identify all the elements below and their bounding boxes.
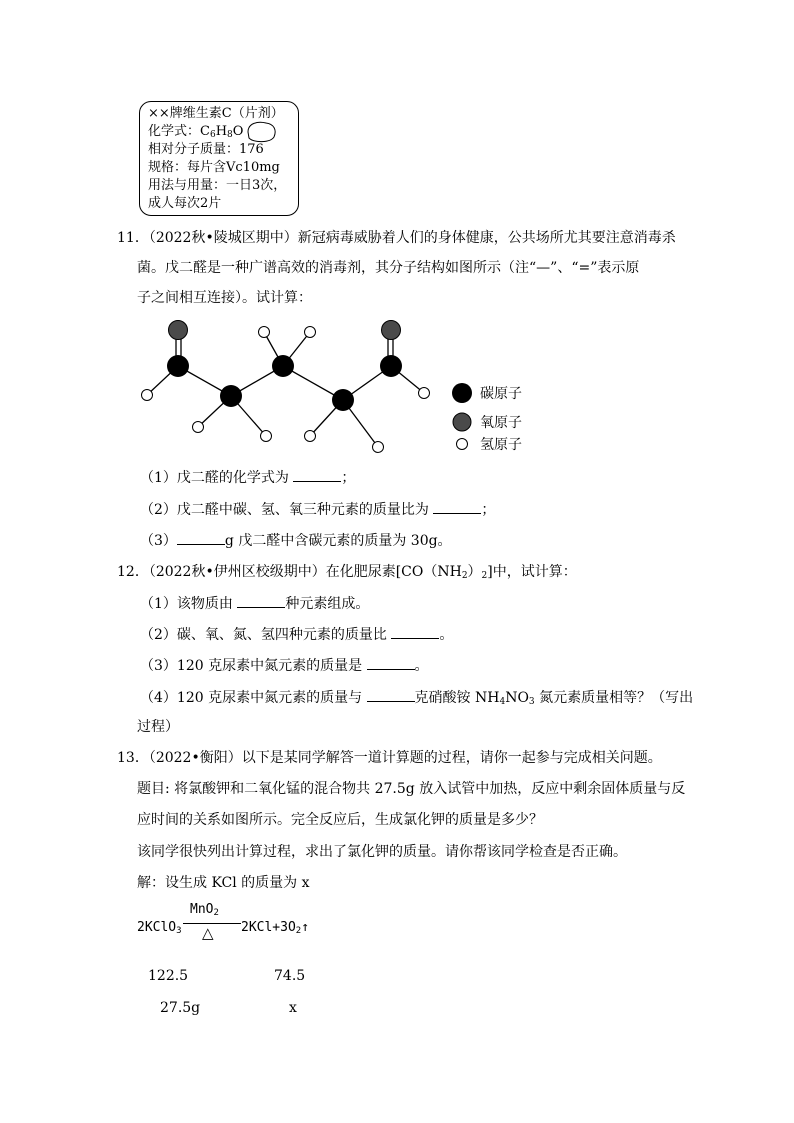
equation-products: $2KCl+3O_2↑$ [241, 920, 310, 936]
q11-line3: 子之间相互连接）。试计算： [137, 290, 312, 306]
equation-heat-symbol: △ [202, 924, 214, 942]
label-title: ××牌维生素C（片剂） [148, 106, 284, 121]
label-spec: 规格：每片含Vc10mg [148, 160, 280, 175]
atom-legend-symbols [450, 382, 474, 458]
q12-sub2: （2）碳、氧、氮、氢四种元素的质量比 。 [140, 624, 453, 645]
hydrogen-atom [193, 422, 204, 433]
molar-mass-kclo3: 122.5 [148, 968, 189, 984]
hydrogen-atom [373, 442, 384, 453]
legend-hydrogen-symbol [457, 439, 468, 450]
q13-line5: 解：设生成 KCl 的质量为 x [137, 875, 310, 891]
answer-blank[interactable] [177, 530, 225, 545]
legend-hydrogen-label: 氢原子 [480, 437, 522, 453]
label-dosage: 用法与用量：一日3次， [148, 178, 287, 193]
carbon-atom [167, 355, 189, 377]
answer-blank[interactable] [391, 624, 439, 639]
legend-carbon-symbol [452, 383, 472, 403]
hydrogen-atom [419, 388, 430, 399]
label-molar-mass: 相对分子质量：176 [148, 142, 264, 157]
q12-line1: 12．（2022秋•伊州区校级期中）在化肥尿素$[CO(NH_2)_2]$中，试计算： [117, 564, 577, 581]
q11-sub1: （1）戊二醛的化学式为 ； [140, 467, 355, 488]
glutaraldehyde-structure [138, 318, 438, 453]
carbon-atom [380, 355, 402, 377]
label-formula: 化学式：$C_6H_8O$ [148, 124, 244, 140]
q12-sub3: （3）120 克尿素中氮元素的质量是 。 [140, 655, 429, 676]
oxygen-atom [169, 321, 188, 340]
q11-line1: 11．（2022秋•陵城区期中）新冠病毒威胁着人们的身体健康，公共场所尤其要注意消毒杀 [117, 230, 676, 246]
carbon-atom [272, 355, 294, 377]
molar-mass-kcl: 74.5 [274, 968, 306, 984]
hydrogen-atom [305, 327, 316, 338]
q11-line2: 菌。戊二醛是一种广谱高效的消毒剂，其分子结构如图所示（注“—”、“=”表示原 [137, 260, 640, 276]
equation-catalyst: MnO$_2$ [190, 902, 219, 918]
q12-sub4: （4）120 克尿素中氮元素的质量与 克硝酸铵 $NH_4NO_3$ 氮元素质量相等？（写出 [140, 687, 693, 708]
q12-sub1: （1）该物质由 种元素组成。 [140, 593, 369, 614]
label-dosage-adult: 成人每次2片 [148, 196, 222, 211]
hydrogen-atom [259, 327, 270, 338]
hydrogen-atom [142, 390, 153, 401]
answer-blank[interactable] [237, 593, 285, 608]
equation-reactant: 2KClO$_3$ [137, 920, 182, 936]
legend-oxygen-symbol [453, 413, 471, 431]
q11-sub3: （3） g 戊二醛中含碳元素的质量为 30g。 [140, 530, 452, 551]
q11-sub2: （2）戊二醛中碳、氢、氧三种元素的质量比为 ； [140, 499, 495, 520]
answer-blank[interactable] [367, 655, 415, 670]
q13-line3: 应时间的关系如图所示。完全反应后，生成氯化钾的质量是多少？ [137, 812, 543, 828]
label-smudge [244, 120, 278, 144]
q12-sub4-line2: 过程） [137, 719, 179, 735]
carbon-atom [220, 385, 242, 407]
answer-blank[interactable] [367, 687, 415, 702]
given-mass: 27.5g [160, 1000, 201, 1016]
q13-line4: 该同学很快列出计算过程，求出了氯化钾的质量。请你帮该同学检查是否正确。 [137, 844, 627, 860]
unknown-mass: x [289, 1000, 297, 1016]
q13-line2: 题目: 将氯酸钾和二氧化锰的混合物共 27.5g 放入试管中加热，反应中剩余固体质量与反 [137, 781, 686, 797]
answer-blank[interactable] [293, 467, 341, 482]
oxygen-atom [382, 321, 401, 340]
legend-oxygen-label: 氧原子 [480, 415, 522, 431]
q13-line1: 13．（2022•衡阳）以下是某同学解答一道计算题的过程，请你一起参与完成相关问题。 [117, 750, 662, 766]
hydrogen-atom [261, 431, 272, 442]
answer-blank[interactable] [433, 499, 481, 514]
legend-carbon-label: 碳原子 [480, 386, 522, 402]
carbon-atom [332, 389, 354, 411]
hydrogen-atom [305, 431, 316, 442]
